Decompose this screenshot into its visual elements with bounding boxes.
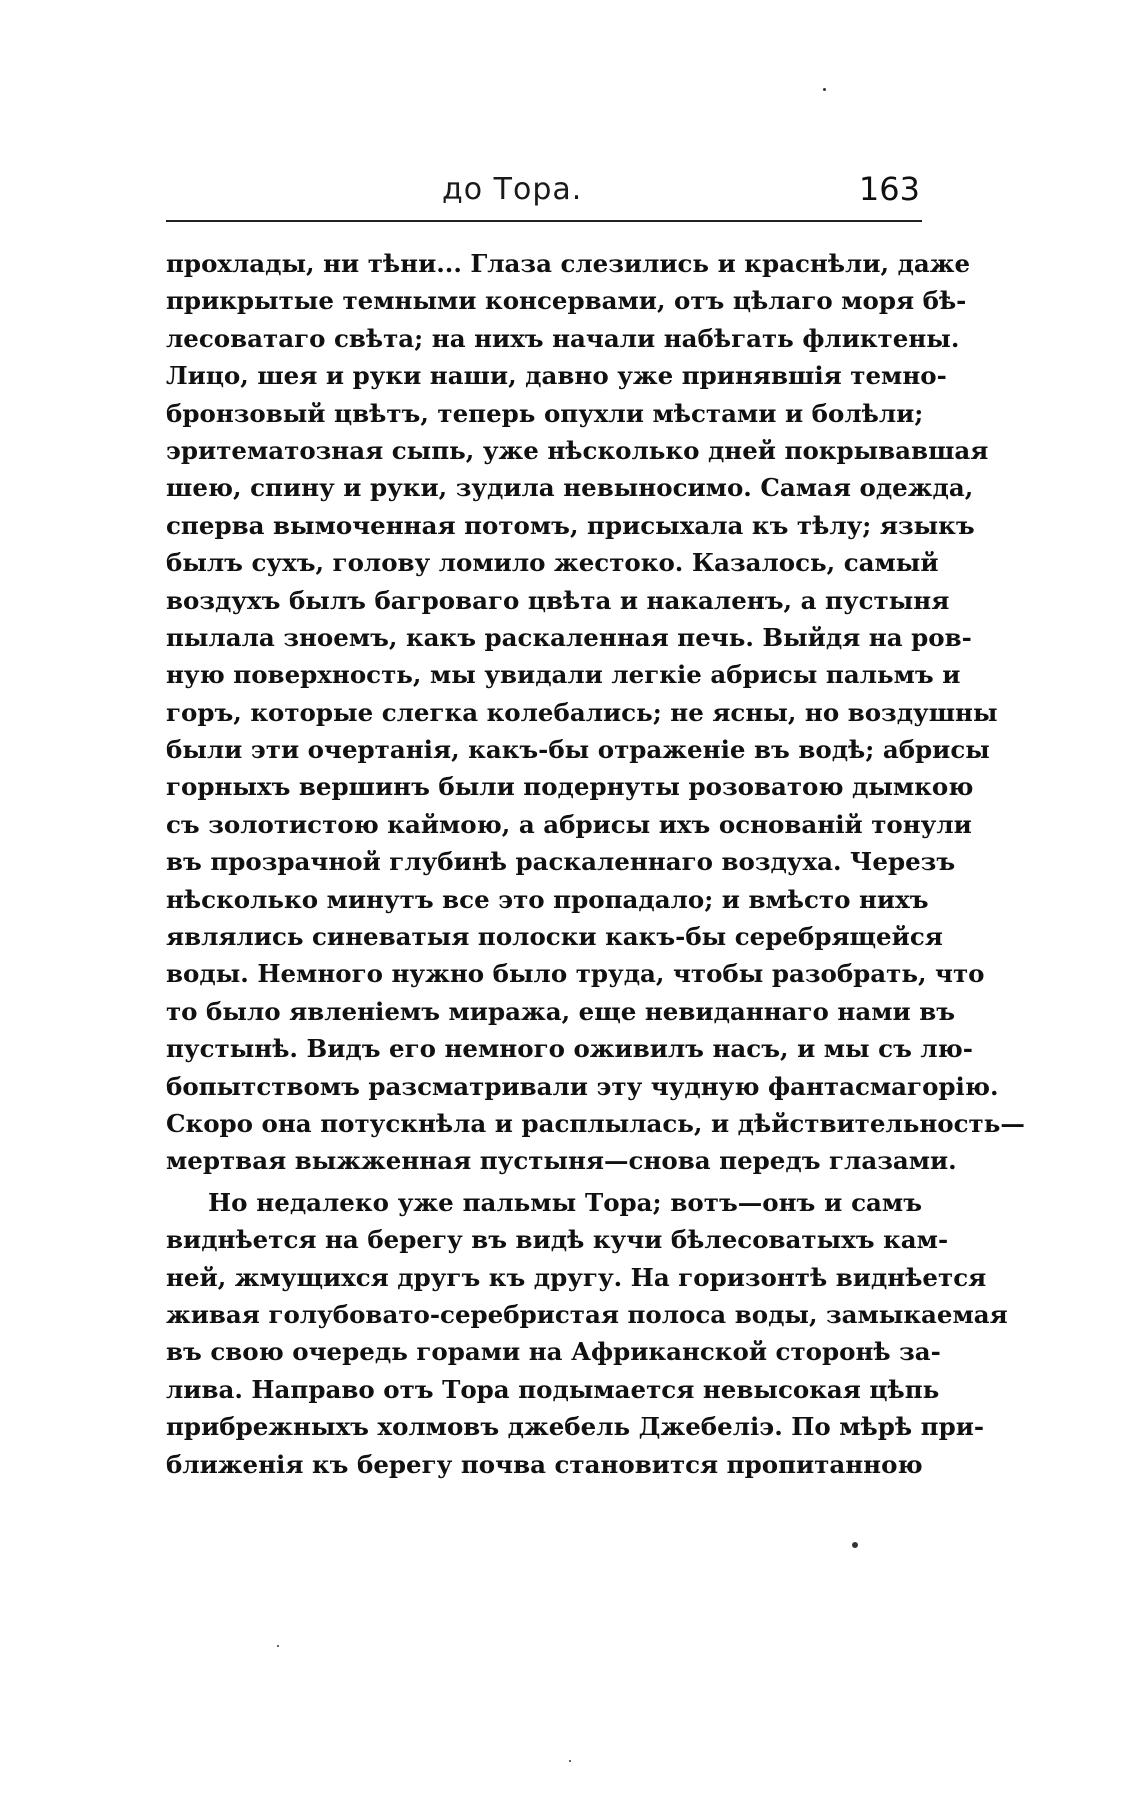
text-line: прохлады, ни тѣни... Глаза слезились и краснѣли, даже — [166, 249, 971, 278]
paper-speck — [823, 88, 826, 91]
text-line: въ прозрачной глубинѣ раскаленнаго воздуха. Черезъ — [166, 847, 956, 877]
text-line: ней, жмущихся другъ къ другу. На горизонтѣ виднѣется — [166, 1262, 987, 1292]
text-line: эритематозная сыпь, уже нѣсколько дней покрывавшая — [166, 435, 989, 465]
text-line: прикрытые темными консервами, отъ цѣлаго моря бѣ- — [166, 286, 967, 316]
text-line: лесоватаго свѣта; на нихъ начали набѣгать фликтены. — [166, 323, 960, 353]
text-line: живая голубовато-серебристая полоса воды, замыкаемая — [166, 1299, 1008, 1329]
page-number: 163 — [858, 170, 920, 208]
text-line: Скоро она потускнѣла и расплылась, и дѣйствительность— — [166, 1108, 1025, 1138]
text-line: въ свою очередь горами на Африканской сторонѣ за- — [166, 1337, 941, 1367]
text-line: ближенія къ берегу почва становится пропитанною — [166, 1449, 923, 1479]
paragraph-2 — [166, 1184, 1008, 1483]
running-title: до Тора. — [442, 172, 583, 207]
text-line: пустынѣ. Видъ его немного оживилъ насъ, и мы съ лю- — [166, 1034, 973, 1064]
header-rule — [166, 220, 922, 222]
text-line: воздухъ былъ багроваго цвѣта и накаленъ, а пустыня — [166, 585, 950, 615]
text-line: бронзовый цвѣтъ, теперь опухли мѣстами и болѣли; — [166, 398, 924, 428]
text-line: былъ сухъ, голову ломило жестоко. Казалось, самый — [166, 548, 939, 578]
text-line: нѣсколько минутъ все это пропадало; и вмѣсто нихъ — [166, 884, 929, 914]
text-line: виднѣется на берегу въ видѣ кучи бѣлесоватыхъ кам- — [166, 1225, 949, 1255]
text-line: то было явленіемъ миража, еще невиданнаго нами въ — [166, 996, 956, 1026]
text-line: являлись синеватыя полоски какъ-бы серебрящейся — [166, 922, 943, 952]
text-line: горныхъ вершинъ были подернуты розоватою дымкою — [166, 772, 974, 802]
text-line: горъ, которые слегка колебались; не ясны, но воздушны — [166, 697, 998, 727]
text-line: ную поверхность, мы увидали легкіе абрисы пальмъ и — [166, 660, 961, 690]
text-line: сперва вымоченная потомъ, присыхала къ тѣлу; языкъ — [166, 510, 975, 540]
paper-speck — [569, 1760, 571, 1762]
text-line: съ золотистою каймою, а абрисы ихъ основаній тонули — [166, 809, 972, 839]
paper-speck — [852, 1542, 858, 1548]
text-line: лива. Направо отъ Тора подымается невысокая цѣпь — [166, 1374, 940, 1404]
body-text — [166, 245, 1025, 1483]
paper-speck — [277, 1645, 279, 1647]
text-line: воды. Немного нужно было труда, чтобы разобрать, что — [166, 959, 985, 989]
text-line: Но недалеко уже пальмы Тора; вотъ—онъ и самъ — [208, 1187, 922, 1217]
running-header — [166, 168, 920, 220]
text-line: Лицо, шея и руки наши, давно уже принявшія темно- — [166, 361, 947, 391]
text-line: шею, спину и руки, зудила невыносимо. Самая одежда, — [166, 473, 974, 503]
paragraph-1 — [166, 245, 1025, 1180]
text-line: прибрежныхъ холмовъ джебель Джебеліэ. По мѣрѣ при- — [166, 1412, 985, 1442]
text-line: пылала зноемъ, какъ раскаленная печь. Выйдя на ров- — [166, 622, 972, 652]
text-line: были эти очертанія, какъ-бы отраженіе въ водѣ; абрисы — [166, 735, 990, 765]
text-line: бопытствомъ разсматривали эту чудную фантасмагорію. — [166, 1071, 999, 1101]
text-line: мертвая выжженная пустыня—снова передъ глазами. — [166, 1146, 957, 1176]
